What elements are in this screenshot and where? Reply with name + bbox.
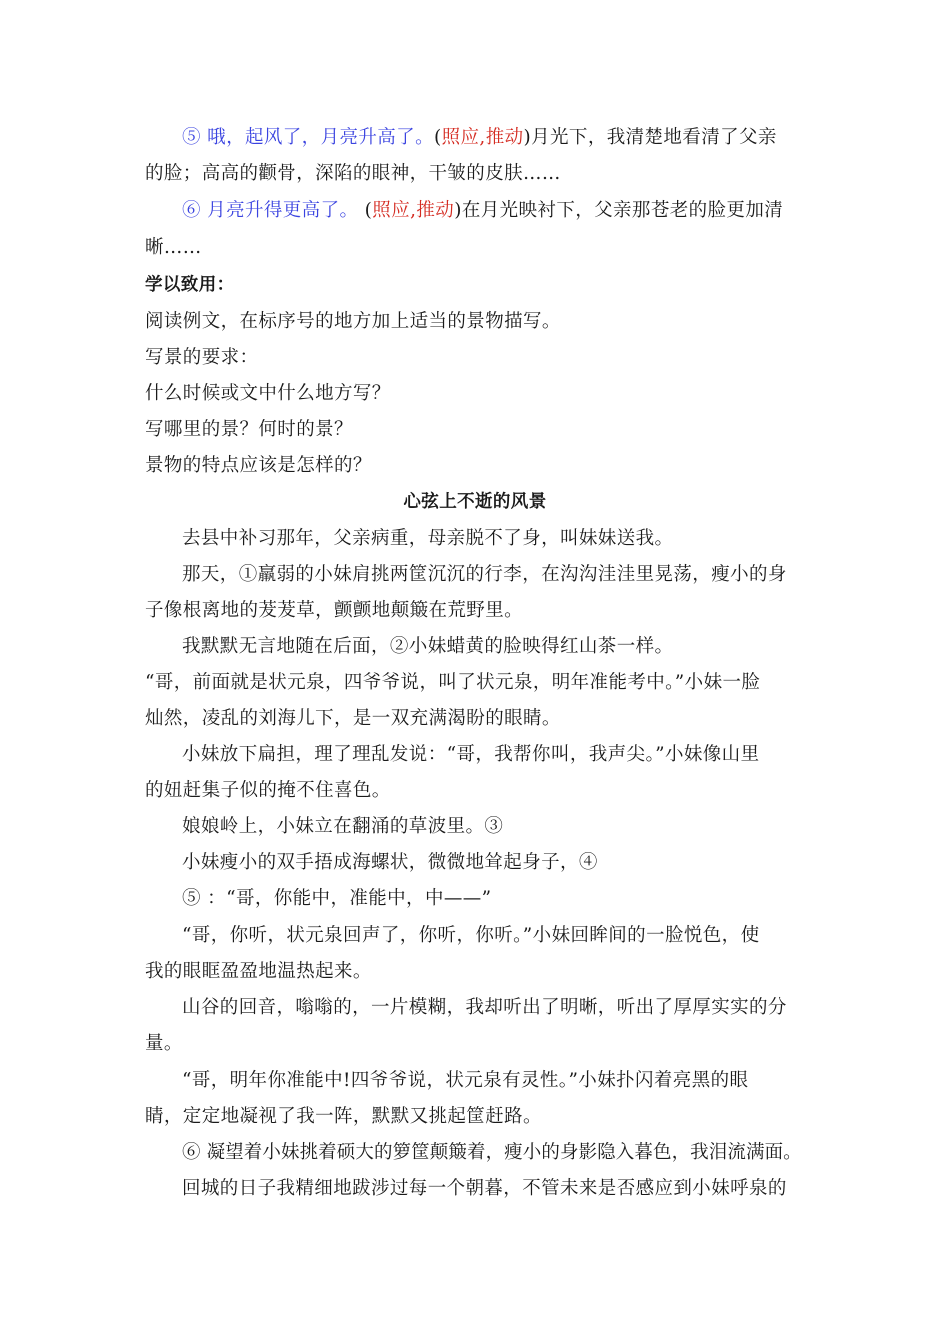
essay-line: 睛，定定地凝视了我一阵，默默又挑起筐赶路。 [145, 1106, 542, 1127]
paren-close: ) [454, 200, 462, 221]
essay-line: “哥，你听，状元泉回声了，你听，你听。”小妹回眸间的一脸悦色，使 [182, 925, 760, 946]
essay-line: 去县中补习那年，父亲病重，母亲脱不了身，叫妹妹送我。 [182, 528, 674, 549]
example-5-text: 月光下，我清楚地看清了父亲 [531, 127, 777, 148]
essay-line: 我默默无言地随在后面，②小妹蜡黄的脸映得红山茶一样。 [182, 636, 674, 657]
annotation-note: 照应,推动 [372, 200, 455, 221]
essay-line: “哥，前面就是状元泉，四爷爷说，叫了状元泉，明年准能考中。”小妹一脸 [145, 672, 761, 693]
essay-line: 那天，①羸弱的小妹肩挑两筐沉沉的行李，在沟沟洼洼里晃荡，瘦小的身 [182, 564, 787, 585]
essay-line: “哥，明年你准能中!四爷爷说，状元泉有灵性。”小妹扑闪着亮黑的眼 [182, 1070, 749, 1091]
essay-line: 我的眼眶盈盈地温热起来。 [145, 961, 372, 982]
requirement-question-1: 什么时候或文中什么地方写？ [145, 383, 391, 404]
essay-line: 小妹瘦小的双手捂成海螺状，微微地耸起身子，④ [182, 852, 598, 873]
essay-line: 山谷的回音，嗡嗡的，一片模糊，我却听出了明晰，听出了厚厚实实的分 [182, 997, 787, 1018]
example-5-highlight: ⑤ 哦，起风了，月亮升高了。 [182, 127, 434, 148]
annotation-note: 照应,推动 [441, 127, 524, 148]
essay-line: ⑤ ：“哥，你能中，准能中，中——” [182, 888, 492, 909]
example-paragraph-5-line-1 [182, 126, 777, 150]
paren-open: ( [358, 200, 373, 221]
essay-line: 子像根离地的茇茇草，颤颤地颠簸在荒野里。 [145, 600, 524, 621]
requirement-question-2: 写哪里的景？何时的景？ [145, 419, 353, 440]
practice-instruction: 阅读例文，在标序号的地方加上适当的景物描写。 [145, 311, 561, 332]
example-paragraph-6-line-2: 晰…… [145, 237, 202, 258]
essay-line: ⑥ 凝望着小妹挑着硕大的箩筐颠簸着，瘦小的身影隐入暮色，我泪流满面。 [182, 1142, 802, 1163]
essay-line: 量。 [145, 1033, 183, 1054]
essay-line: 娘娘岭上，小妹立在翻涌的草波里。③ [182, 816, 504, 837]
example-paragraph-6-line-1 [182, 199, 783, 223]
example-paragraph-5-line-2: 的脸；高高的颧骨，深陷的眼神，干皱的皮肤…… [145, 163, 561, 184]
practice-heading: 学以致用： [145, 275, 235, 295]
paren-close: ) [523, 127, 532, 148]
paren-open: ( [433, 127, 442, 148]
essay-line: 小妹放下扁担，理了理乱发说：“哥，我帮你叫，我声尖。”小妹像山里 [182, 744, 760, 765]
example-6-highlight: ⑥ 月亮升得更高了。 [182, 200, 359, 221]
essay-title: 心弦上不逝的风景 [403, 492, 547, 512]
requirement-question-3: 景物的特点应该是怎样的？ [145, 455, 372, 476]
requirements-title: 写景的要求： [145, 347, 259, 368]
essay-line: 的妞赶集子似的掩不住喜色。 [145, 780, 391, 801]
essay-line: 灿然，凌乱的刘海儿下，是一双充满渴盼的眼睛。 [145, 708, 561, 729]
essay-line: 回城的日子我精细地跋涉过每一个朝暮，不管未来是否感应到小妹呼泉的 [182, 1178, 787, 1199]
example-6-text: 在月光映衬下，父亲那苍老的脸更加清 [461, 200, 784, 221]
